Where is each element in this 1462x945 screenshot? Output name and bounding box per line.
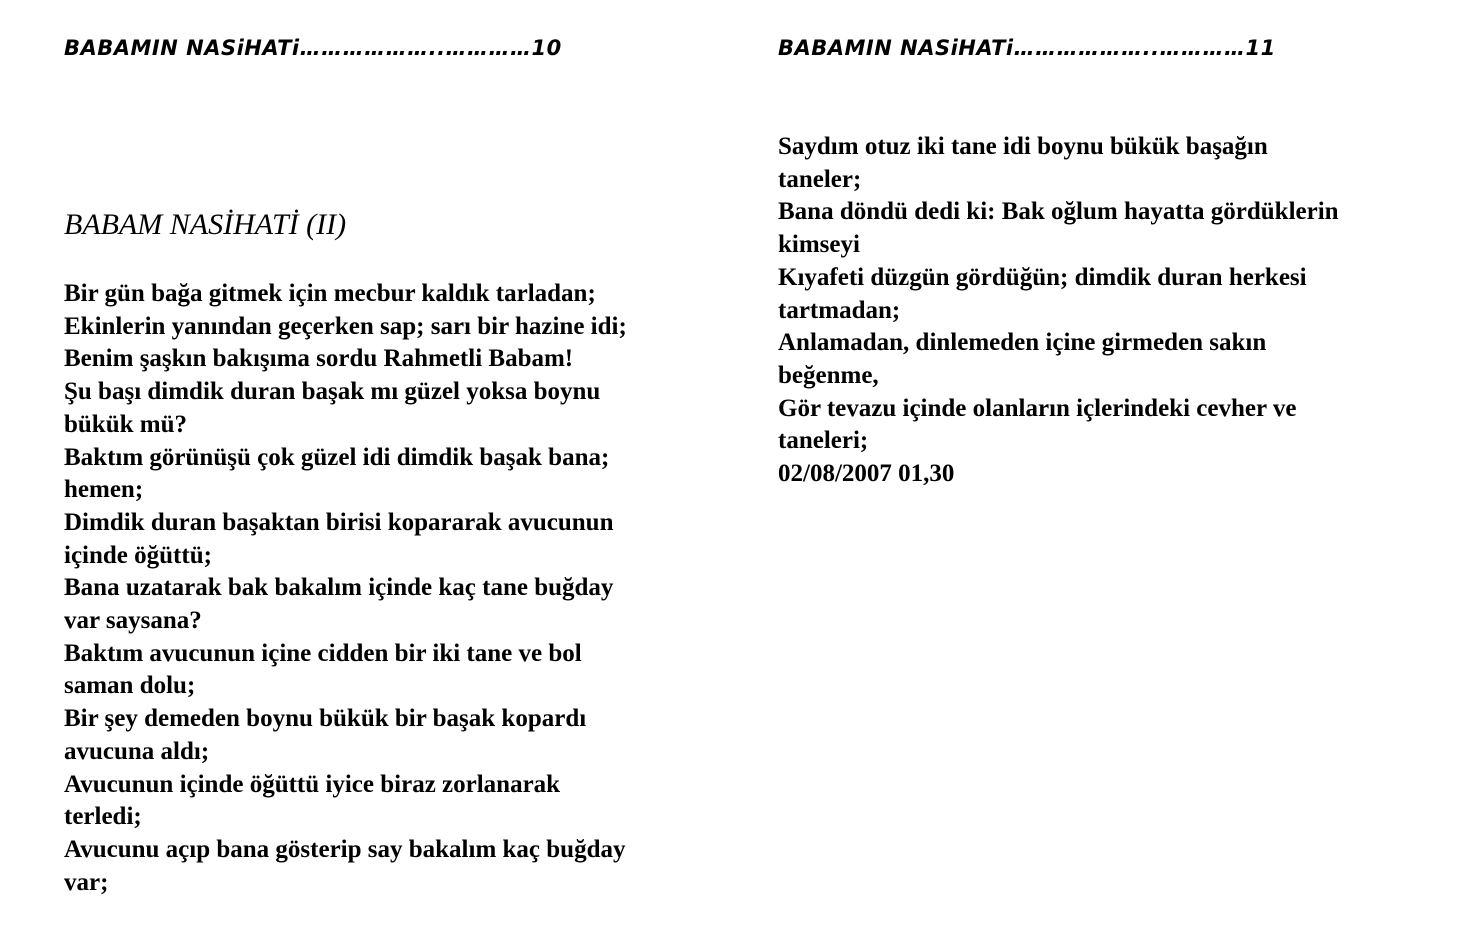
verse-line: saman dolu; — [64, 672, 196, 700]
verse-line: var saysana? — [64, 607, 202, 635]
verse-line: Bir şey demeden boynu bükük bir başak kopardı — [64, 705, 587, 733]
right-page — [778, 0, 1438, 945]
verse-line: Bana döndü dedi ki: Bak oğlum hayatta gördüklerin — [778, 198, 1339, 226]
verse-line: var; — [64, 868, 109, 896]
verse-line: kimseyi — [778, 231, 860, 259]
verse-line: Baktım görünüşü çok güzel idi dimdik başak bana; — [64, 443, 610, 471]
verse-line: Ekinlerin yanından geçerken sap; sarı bir hazine idi; — [64, 312, 627, 340]
verse-line: Anlamadan, dinlemeden içine girmeden sakın — [778, 329, 1267, 357]
verse-line: tartmadan; — [778, 296, 901, 324]
left-page — [64, 0, 724, 945]
verse-line: Bir gün bağa gitmek için mecbur kaldık tarladan; — [64, 280, 596, 307]
verse-line: avucuna aldı; — [64, 737, 210, 765]
verse-line: hemen; — [64, 476, 144, 504]
right-verse — [778, 131, 1418, 491]
verse-line: beğenme, — [778, 361, 879, 389]
poem-date: 02/08/2007 01,30 — [778, 460, 955, 488]
poem-title: BABAM NASİHATİ (II) — [64, 208, 347, 241]
verse-line: taneleri; — [778, 427, 869, 455]
verse-line: Kıyafeti düzgün gördüğün; dimdik duran herkesi — [778, 263, 1307, 291]
verse-line: Avucunu açıp bana gösterip say bakalım kaç buğday — [64, 835, 626, 863]
verse-line: Şu başı dimdik duran başak mı güzel yoksa boynu — [64, 378, 601, 406]
verse-line: Saydım otuz iki tane idi boynu bükük başağın — [778, 133, 1268, 160]
verse-line: Avucunun içinde öğüttü iyice biraz zorlanarak — [64, 770, 561, 798]
verse-line: Gör tevazu içinde olanların içlerindeki cevher ve — [778, 394, 1297, 422]
verse-line: Bana uzatarak bak bakalım içinde kaç tane buğday — [64, 574, 614, 602]
left-running-header: BABAMIN NASiHATi………………..…………10 — [64, 36, 562, 60]
verse-line: Benim şaşkın bakışıma sordu Rahmetli Babam! — [64, 345, 574, 373]
verse-line: bükük mü? — [64, 410, 187, 438]
verse-line: içinde öğüttü; — [64, 541, 212, 569]
verse-line: Dimdik duran başaktan birisi kopararak avucunun — [64, 508, 614, 536]
verse-line: terledi; — [64, 803, 142, 831]
left-verse — [64, 278, 714, 899]
verse-line: Baktım avucunun içine cidden bir iki tane ve bol — [64, 639, 582, 667]
verse-line: taneler; — [778, 165, 862, 193]
right-running-header: BABAMIN NASiHATi………………..…………11 — [778, 36, 1276, 60]
